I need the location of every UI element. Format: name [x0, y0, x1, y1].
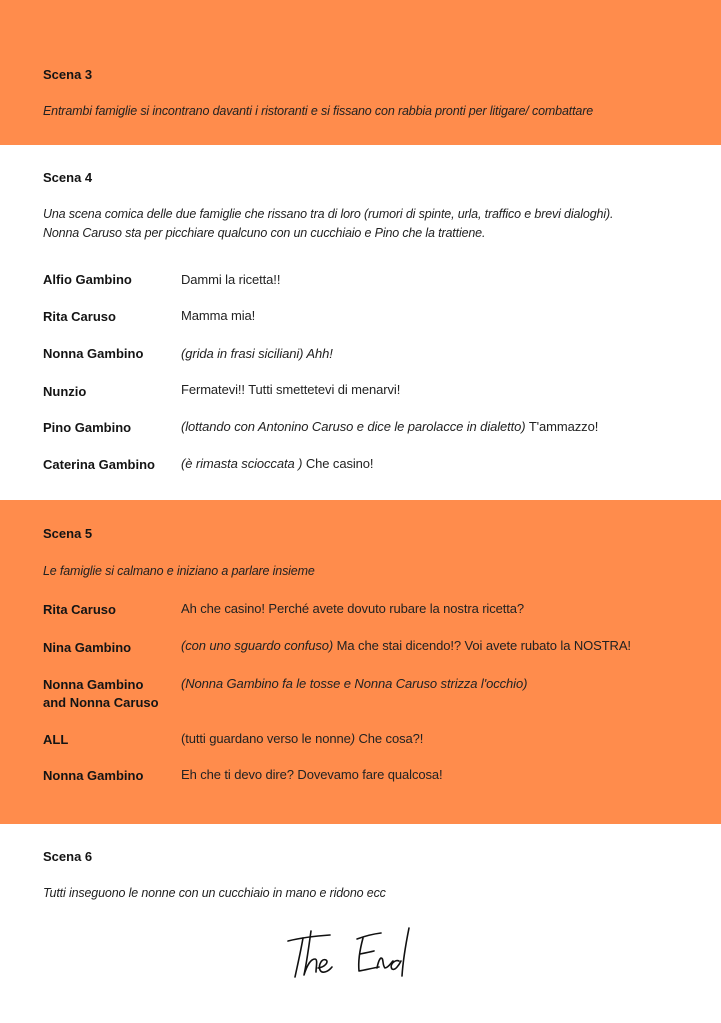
dialogue-line [181, 676, 527, 691]
signature-stroke [357, 933, 381, 939]
dialogue-text: Ah che casino! Perché avete dovuto rubare la nostra ricetta? [181, 601, 525, 616]
dialogue-line [181, 346, 333, 361]
scene-6-title: Scena 6 [43, 849, 93, 864]
stage-direction: (grida in frasi siciliani) Ahh! [181, 346, 333, 361]
scene-4-direction-line-1: Una scena comica delle due famiglie che rissano tra di loro (rumori di spinte, urla, traffico e brevi dialoghi). [43, 207, 614, 221]
scene-3-band [0, 0, 721, 145]
dialogue-line [181, 419, 598, 434]
character-name-line-2: and Nonna Caruso [43, 695, 159, 710]
character-name: Nunzio [43, 384, 87, 399]
dialogue-line [181, 456, 373, 471]
dialogue-line [181, 767, 443, 782]
dialogue-text: Eh che ti devo dire? Dovevamo fare qualcosa! [181, 767, 443, 782]
the-end-signature-icon [285, 925, 435, 985]
signature-stroke [391, 928, 409, 976]
stage-direction: (è rimasta scioccata ) [181, 456, 303, 471]
stage-direction: (con uno sguardo confuso) [181, 638, 334, 653]
dialogue-text: Dammi la ricetta!! [181, 272, 281, 287]
dialogue-text: Che cosa?! [354, 731, 424, 746]
stage-direction: ) [350, 731, 355, 746]
dialogue-text: Ma che stai dicendo!? Voi avete rubato la NOSTRA! [333, 638, 631, 653]
dialogue-line [181, 601, 524, 616]
signature-stroke [318, 960, 332, 972]
dialogue-line [181, 308, 255, 323]
scene-3-title: Scena 3 [43, 67, 93, 82]
dialogue-line [181, 731, 423, 746]
stage-direction: (Nonna Gambino fa le tosse e Nonna Caruso strizza l'occhio) [181, 676, 528, 691]
character-name: Nonna Gambino [43, 346, 144, 361]
dialogue-line [181, 272, 280, 287]
stage-direction: (lottando con Antonino Caruso e dice le parolacce in dialetto) [181, 419, 526, 434]
dialogue-pre-text: (tutti guardano verso le nonne [181, 731, 351, 746]
character-name: Rita Caruso [43, 602, 116, 617]
character-name-line-1: Nonna Gambino [43, 677, 144, 692]
character-name: Pino Gambino [43, 420, 132, 435]
dialogue-text: Che casino! [302, 456, 374, 471]
dialogue-text: Fermatevi!! Tutti smettetevi di menarvi! [181, 382, 401, 397]
dialogue-line [181, 382, 400, 397]
character-name: Rita Caruso [43, 309, 116, 324]
signature-stroke [295, 938, 303, 977]
signature-stroke [360, 951, 374, 954]
scene-5-direction: Le famiglie si calmano e iniziano a parlare insieme [43, 564, 315, 578]
character-name: Alfio Gambino [43, 272, 132, 287]
scene-6-direction: Tutti inseguono le nonne con un cucchiaio in mano e ridono ecc [43, 886, 386, 900]
scene-5-title: Scena 5 [43, 526, 93, 541]
dialogue-line [181, 638, 631, 653]
dialogue-text: T'ammazzo! [525, 419, 599, 434]
scene-3-direction: Entrambi famiglie si incontrano davanti i ristoranti e si fissano con rabbia pronti per litigare/ combattare [43, 104, 594, 118]
scene-4-direction-line-2: Nonna Caruso sta per picchiare qualcuno con un cucchiaio e Pino che la trattiene. [43, 226, 486, 240]
character-name: Caterina Gambino [43, 457, 155, 472]
character-name: ALL [43, 732, 69, 747]
character-name [43, 676, 159, 712]
signature-stroke [359, 938, 379, 971]
dialogue-text: Mamma mia! [181, 308, 256, 323]
scene-4-title: Scena 4 [43, 170, 93, 185]
character-name: Nina Gambino [43, 640, 132, 655]
character-name: Nonna Gambino [43, 768, 144, 783]
